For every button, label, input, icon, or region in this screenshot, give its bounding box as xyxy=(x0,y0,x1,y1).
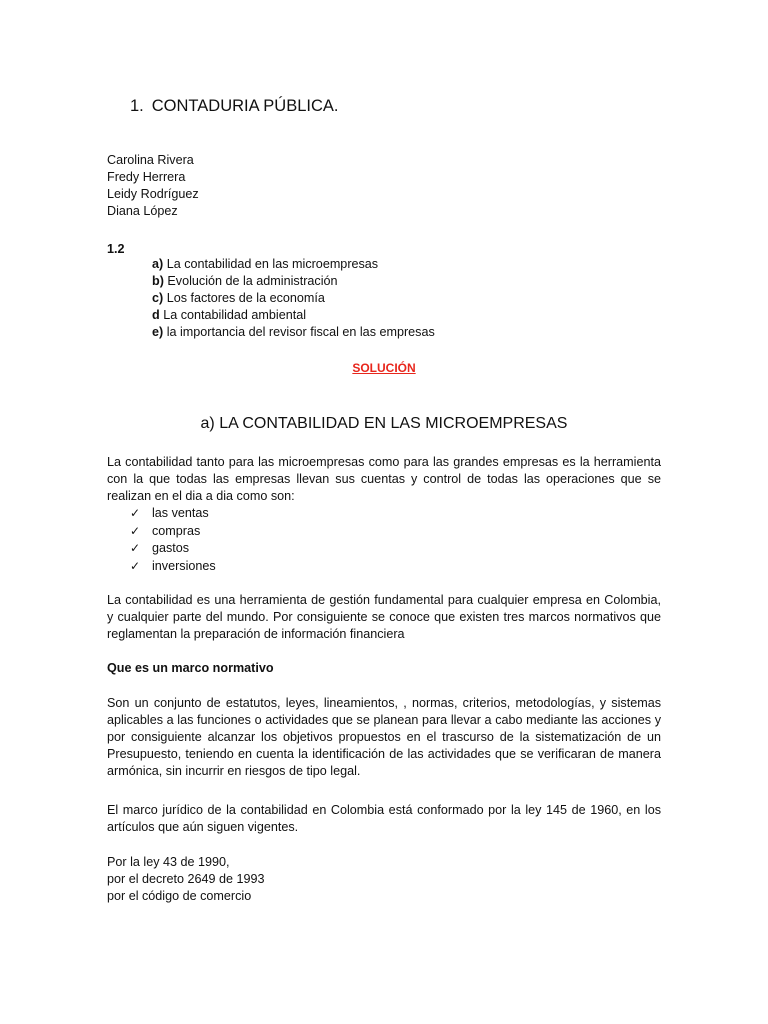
title-text: CONTADURIA PÚBLICA. xyxy=(151,97,339,115)
law-item: por el decreto 2649 de 1993 xyxy=(107,872,265,886)
heading-marker: a) xyxy=(200,415,215,432)
topic-list xyxy=(152,256,435,341)
solucion-heading: SOLUCIÓN xyxy=(352,361,416,375)
author-name: Leidy Rodríguez xyxy=(107,187,199,201)
topic-item xyxy=(152,307,435,324)
topic-marker: b) xyxy=(152,274,164,288)
topic-text: La contabilidad ambiental xyxy=(159,308,307,322)
topic-text: la importancia del revisor fiscal en las empresas xyxy=(163,325,435,339)
check-mark-icon: ✓ xyxy=(130,558,141,573)
topic-text: La contabilidad en las microempresas xyxy=(163,257,379,271)
checklist-item xyxy=(130,540,216,558)
paragraph-tool: La contabilidad es una herramienta de gestión fundamental para cualquier empresa en Colombia, y cualquier parte del mundo. Por consiguiente se conoce que existen tres marcos normativos que reglamentan la preparación de información financiera xyxy=(107,593,661,641)
paragraph-legal-framework: El marco jurídico de la contabilidad en Colombia está conformado por la ley 145 de 1960, en los artículos que aún siguen vigentes. xyxy=(107,803,661,834)
law-item: Por la ley 43 de 1990, xyxy=(107,855,230,869)
topic-item xyxy=(152,324,435,341)
checklist-item xyxy=(130,558,216,576)
subheading-marco-normativo: Que es un marco normativo xyxy=(107,661,274,675)
check-mark-icon: ✓ xyxy=(130,523,141,538)
paragraph-intro: La contabilidad tanto para las microempresas como para las grandes empresas es la herramienta con la que todas las empresas llevan sus cuentas y control de todas las operaciones que se realizan en el dia a dia como son: xyxy=(107,455,661,503)
topic-item xyxy=(152,273,435,290)
check-mark-icon: ✓ xyxy=(130,506,141,521)
document-title xyxy=(130,96,339,116)
section-heading-a xyxy=(0,414,768,434)
author-list xyxy=(107,152,199,220)
checklist-text: las ventas xyxy=(152,506,209,521)
checklist-text: compras xyxy=(152,523,201,538)
heading-text: LA CONTABILIDAD EN LAS MICROEMPRESAS xyxy=(214,415,568,432)
author-name: Carolina Rivera xyxy=(107,153,194,167)
author-name: Fredy Herrera xyxy=(107,170,186,184)
law-list xyxy=(107,854,265,905)
check-mark-icon: ✓ xyxy=(130,541,141,556)
checklist-item xyxy=(130,505,216,523)
checklist xyxy=(130,505,216,575)
topic-text: Evolución de la administración xyxy=(163,274,338,288)
topic-item xyxy=(152,256,435,273)
topic-text: Los factores de la economía xyxy=(163,291,325,305)
paragraph-definition: Son un conjunto de estatutos, leyes, lineamientos, , normas, criterios, metodologías, y sistemas aplicables a las funciones o actividades que se planean para llevar a cabo mediante las acciones y por consiguiente alcanzar los objetivos propuestos en el trascurso de la sistematización de un Presupuesto, teniendo en cuenta la identificación de las actividades que se verificaran de manera armónica, sin incurrir en riesgos de tipo legal. xyxy=(107,696,661,778)
checklist-text: gastos xyxy=(152,541,190,556)
checklist-item xyxy=(130,523,216,541)
author-name: Diana López xyxy=(107,204,178,218)
topic-marker: a) xyxy=(152,257,164,271)
topic-marker: c) xyxy=(152,291,164,305)
section-number: 1.2 xyxy=(107,242,125,256)
topic-marker: e) xyxy=(152,325,164,339)
topic-marker: d xyxy=(152,308,160,322)
topic-item xyxy=(152,290,435,307)
title-number: 1. xyxy=(130,97,144,115)
checklist-text: inversiones xyxy=(152,558,216,573)
law-item: por el código de comercio xyxy=(107,889,252,903)
